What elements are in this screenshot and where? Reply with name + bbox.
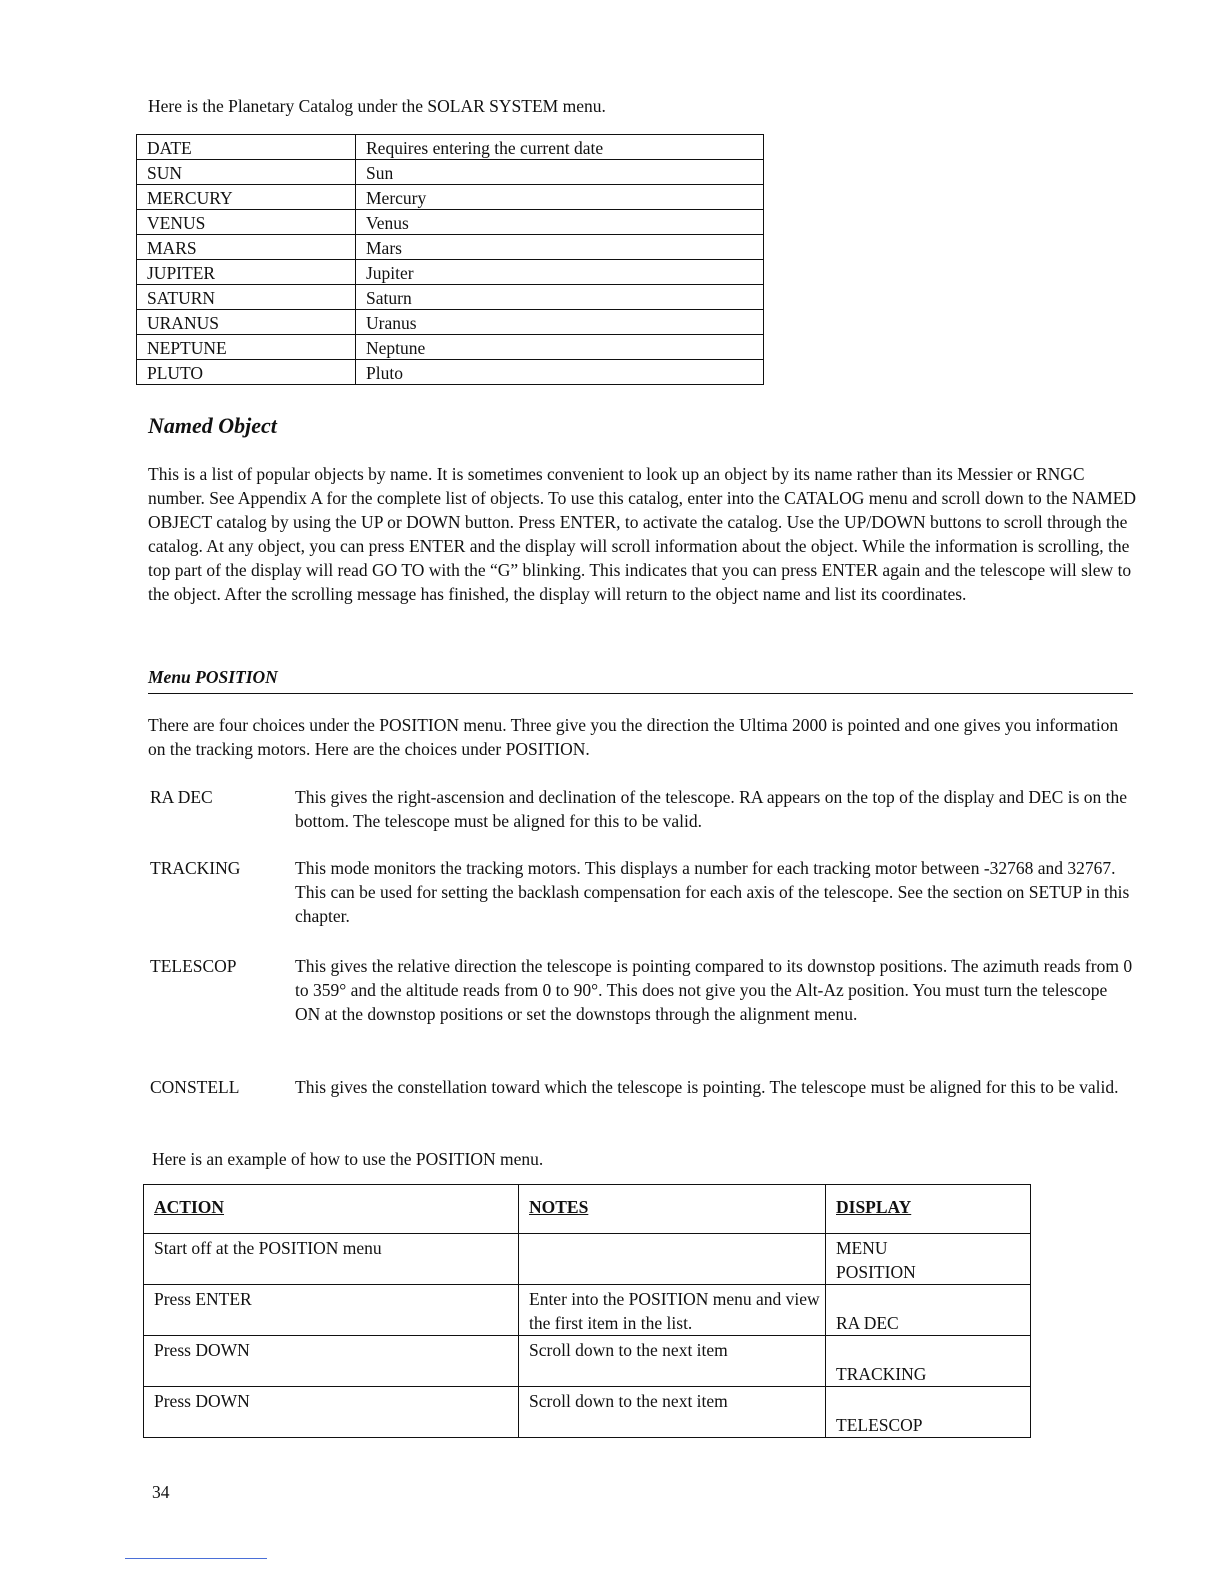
notes-cell: Scroll down to the next item — [519, 1387, 826, 1438]
table-row — [137, 260, 764, 285]
table-row — [144, 1336, 1031, 1387]
notes-cell — [519, 1234, 826, 1285]
table-row — [137, 360, 764, 385]
header-notes: NOTES — [519, 1185, 826, 1234]
table-row — [137, 235, 764, 260]
catalog-value: Neptune — [356, 335, 764, 360]
intro-text: Here is the Planetary Catalog under the SOLAR SYSTEM menu. — [148, 96, 606, 116]
table-row — [137, 210, 764, 235]
table-row — [137, 335, 764, 360]
table-row — [137, 185, 764, 210]
named-object-heading: Named Object — [148, 413, 277, 438]
catalog-value: Saturn — [356, 285, 764, 310]
action-cell: Press DOWN — [144, 1387, 519, 1438]
menu-position-heading: Menu POSITION — [148, 667, 278, 687]
named-object-paragraph: This is a list of popular objects by name. It is sometimes convenient to look up an object by its name rather than its Messier or RNGC number. See Appendix A for the complete list of objects. To use this catalog, enter into the CATALOG menu and scroll down to the NAMED OBJECT catalog by using the UP or DOWN button. Press ENTER, to activate the catalog. Use the UP/DOWN buttons to scroll through the catalog. At any object, you can press ENTER and the display will scroll information about the object. While the information is scrolling, the top part of the display will read GO TO with the “G” blinking. This indicates that you can press ENTER again and the telescope will slew to the object. After the scrolling message has finished, the display will return to the object name and list its coordinates. — [148, 464, 1137, 604]
display-cell — [826, 1336, 1031, 1387]
catalog-key: JUPITER — [137, 260, 356, 285]
catalog-key: SUN — [137, 160, 356, 185]
display-line-2: TRACKING — [836, 1364, 927, 1384]
display-line-2: RA DEC — [836, 1313, 899, 1333]
display-cell — [826, 1285, 1031, 1336]
display-cell — [826, 1387, 1031, 1438]
display-cell — [826, 1234, 1031, 1285]
table-header-row — [144, 1185, 1031, 1234]
catalog-value: Mars — [356, 235, 764, 260]
catalog-value: Mercury — [356, 185, 764, 210]
catalog-value: Pluto — [356, 360, 764, 385]
definition-desc-telescop: This gives the relative direction the telescope is pointing compared to its downstop positions. The azimuth reads from 0 to 359° and the altitude reads from 0 to 90°. This does not give you the Alt-Az position. You must turn the telescope ON at the downstop positions or set the downstops through the alignment menu. — [295, 956, 1133, 1024]
display-line-2: POSITION — [836, 1262, 916, 1282]
notes-cell: Scroll down to the next item — [519, 1336, 826, 1387]
action-cell: Press ENTER — [144, 1285, 519, 1336]
definition-desc-tracking: This mode monitors the tracking motors. This displays a number for each tracking motor between -32768 and 32767. This can be used for setting the backlash compensation for each axis of the telescope. See the section on SETUP in this chapter. — [295, 858, 1130, 926]
section-divider — [148, 693, 1133, 694]
definition-desc-ra-dec: This gives the right-ascension and declination of the telescope. RA appears on the top of the display and DEC is on the bottom. The telescope must be aligned for this to be valid. — [295, 787, 1128, 831]
notes-cell: Enter into the POSITION menu and view the first item in the list. — [519, 1285, 826, 1336]
planetary-catalog-table — [136, 134, 764, 385]
table-row — [137, 135, 764, 160]
action-cell: Press DOWN — [144, 1336, 519, 1387]
catalog-value: Sun — [356, 160, 764, 185]
definition-term-telescop: TELESCOP — [150, 956, 237, 976]
catalog-key: PLUTO — [137, 360, 356, 385]
table-row — [137, 160, 764, 185]
table-row — [144, 1285, 1031, 1336]
header-display: DISPLAY — [826, 1185, 1031, 1234]
table-row — [144, 1234, 1031, 1285]
definition-desc-constell: This gives the constellation toward which the telescope is pointing. The telescope must be aligned for this to be valid. — [295, 1077, 1119, 1097]
catalog-key: MERCURY — [137, 185, 356, 210]
definition-term-tracking: TRACKING — [150, 858, 241, 878]
catalog-key: SATURN — [137, 285, 356, 310]
catalog-key: NEPTUNE — [137, 335, 356, 360]
header-action: ACTION — [144, 1185, 519, 1234]
catalog-key: MARS — [137, 235, 356, 260]
table-row — [137, 285, 764, 310]
catalog-key: URANUS — [137, 310, 356, 335]
menu-position-paragraph: There are four choices under the POSITION menu. Three give you the direction the Ultima 2000 is pointed and one gives you information on the tracking motors. Here are the choices under POSITION. — [148, 715, 1119, 759]
catalog-value: Uranus — [356, 310, 764, 335]
action-cell: Start off at the POSITION menu — [144, 1234, 519, 1285]
page-number: 34 — [152, 1482, 170, 1502]
catalog-key: VENUS — [137, 210, 356, 235]
catalog-value: Jupiter — [356, 260, 764, 285]
table-row — [144, 1387, 1031, 1438]
footer-rule — [125, 1558, 267, 1559]
catalog-key: DATE — [137, 135, 356, 160]
table-row — [137, 310, 764, 335]
definition-term-ra-dec: RA DEC — [150, 787, 213, 807]
example-intro: Here is an example of how to use the POSITION menu. — [152, 1149, 544, 1169]
position-example-table — [143, 1184, 1031, 1438]
catalog-value: Venus — [356, 210, 764, 235]
definition-term-constell: CONSTELL — [150, 1077, 240, 1097]
catalog-value: Requires entering the current date — [356, 135, 764, 160]
display-line-1: MENU — [836, 1238, 888, 1258]
display-line-2: TELESCOP — [836, 1415, 923, 1435]
